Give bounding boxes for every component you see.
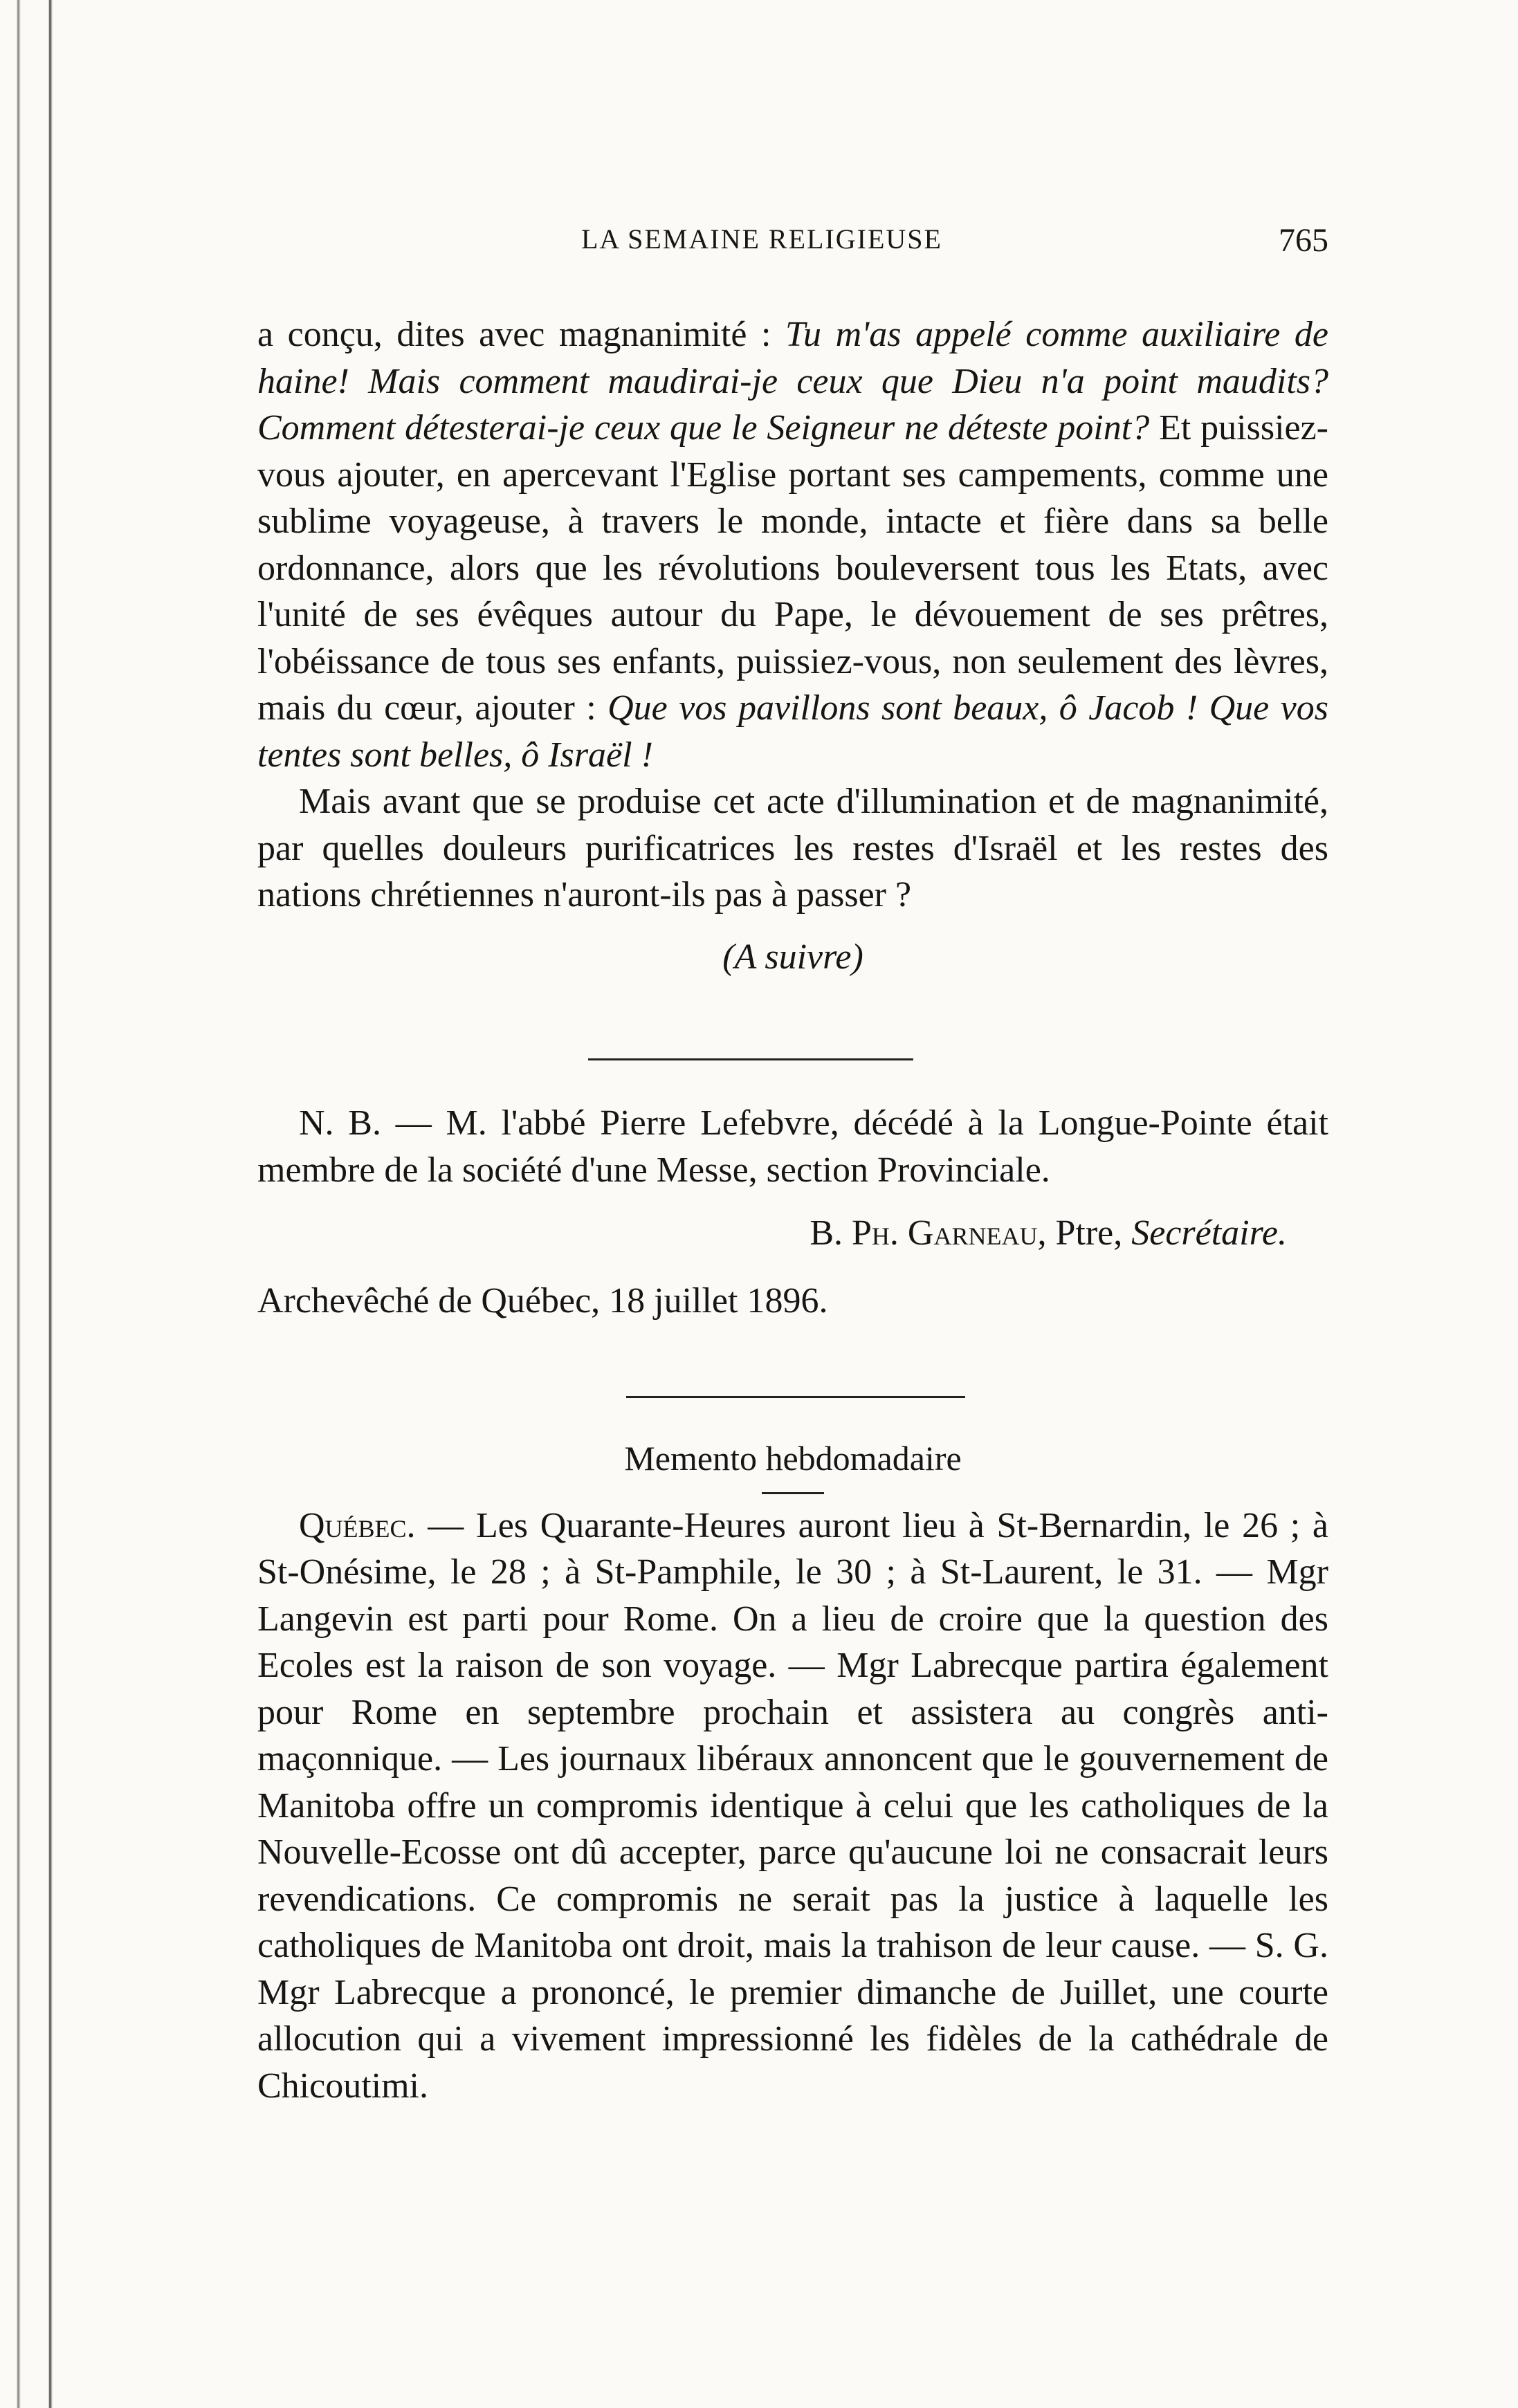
memento-text — [257, 1502, 1328, 2110]
section-divider-1 — [588, 1058, 913, 1060]
heading-rule — [762, 1492, 824, 1494]
signature-name: B. Ph. Garneau, — [810, 1213, 1047, 1253]
notice-signature — [257, 1210, 1328, 1257]
para1-quote2: Que vos pavillons sont beaux, ô Jacob ! Que vos tentes sont belles, ô Israël ! — [257, 688, 1328, 775]
paragraph-1 — [257, 311, 1328, 778]
memento-body: — Les Quarante-Heures auront lieu à St-Bernardin, le 26 ; à St-Onésime, le 28 ; à St-Pamphile, le 30 ; à St-Laurent, le 31. — Mgr Langevin est parti pour Rome. On a lieu de croire que la question des Ecoles est la raison de son voyage. — Mgr Labrecque partira également pour Rome en septembre prochain et assistera au congrès anti-maçonnique. — Les journaux libéraux annoncent que le gouvernement de Manitoba offre un compromis identique à celui que les catholiques de la Nouvelle-Ecosse ont dû accepter, parce qu'aucune loi ne consacrait leurs revendications. Ce compromis ne serait pas la justice à laquelle les catholiques de Manitoba ont droit, mais la trahison de leur cause. — S. G. Mgr Labrecque a prononcé, le premier dimanche de Juillet, une courte allocution qui a vivement impressionné les fidèles de la cathédrale de Chicoutimi. — [257, 1505, 1328, 2106]
para1-quote: Tu m'as appelé comme auxiliaire de haine! Mais comment maudirai-je ceux que Dieu n'a point maudits? Comment détesterai-je ceux que le Seigneur ne déteste point? — [257, 315, 1328, 448]
notice-text: N. B. — M. l'abbé Pierre Lefebvre, décédé à la Longue-Pointe était membre de la société d'une Messe, section Provinciale. — [257, 1103, 1328, 1190]
memento-section — [257, 1435, 1328, 2109]
page-binding-edge — [0, 0, 76, 2408]
para1-lead: a conçu, dites avec magnanimité : — [257, 315, 785, 354]
running-title: LA SEMAINE RELIGIEUSE — [581, 223, 942, 255]
paragraph-2: Mais avant que se produise cet acte d'illumination et de magnanimité, par quelles douleurs purificatrices les restes d'Israël et les restes des nations chrétiennes n'auront-ils pas à passer ? — [257, 782, 1328, 915]
memento-heading: Memento hebdomadaire — [624, 1439, 962, 1478]
section-divider-2 — [626, 1396, 965, 1398]
page-number: 765 — [1279, 222, 1328, 259]
running-header — [263, 223, 1328, 264]
signature-title: Secrétaire. — [1131, 1213, 1287, 1253]
to-follow: (A suivre) — [722, 937, 863, 977]
place-date: Archevêché de Québec, 18 juillet 1896. — [257, 1280, 828, 1321]
main-text — [257, 311, 1328, 980]
para1-mid: Et puissiez-vous ajouter, en apercevant l'Eglise portant ses campements, comme une sublime voyageuse, à travers le monde, intacte et fière dans sa belle ordonnance, alors que les révolutions bouleversent tous les Etats, avec l'unité de ses évêques autour du Pape, le dévouement de ses prêtres, l'obéissance de tous ses enfants, puissiez-vous, non seulement des lèvres, mais du cœur, ajouter : — [257, 408, 1328, 728]
notice — [257, 1100, 1328, 1324]
memento-lead: Québec. — [299, 1505, 416, 1545]
signature-role: Ptre, — [1055, 1213, 1132, 1253]
